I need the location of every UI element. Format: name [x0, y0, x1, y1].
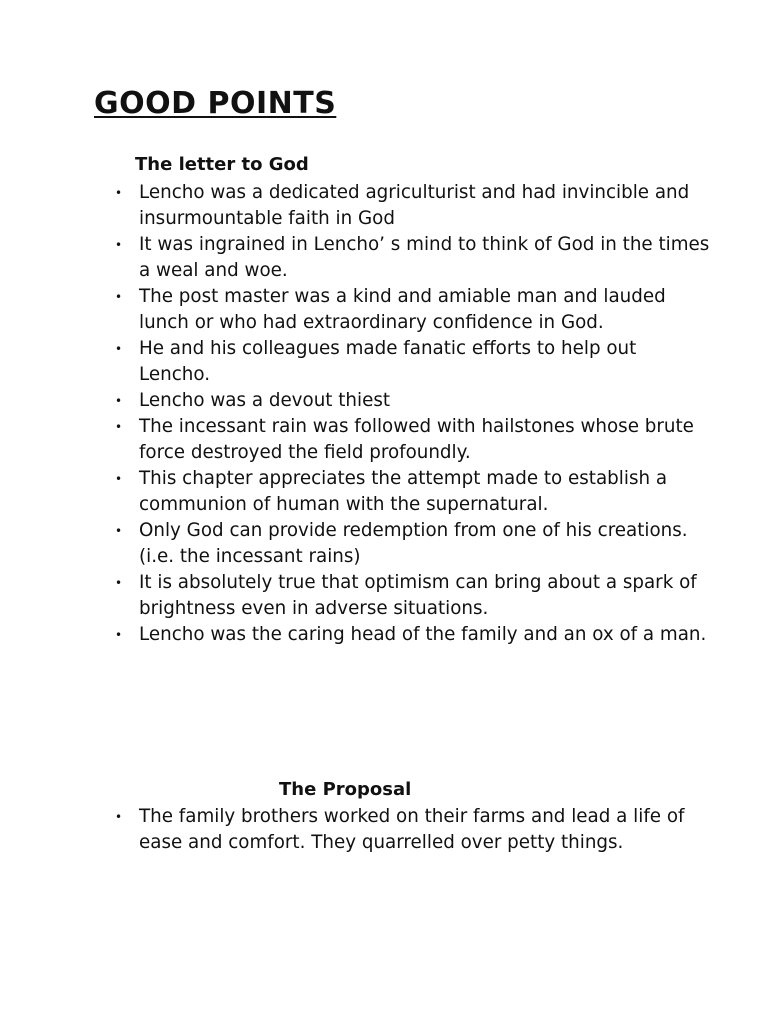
list-item-text: The incessant rain was followed with hailstones whose brute force destroyed the field profoundly.	[139, 416, 694, 463]
bullet-icon: •	[115, 628, 123, 642]
list-item-text: Lencho was a devout thiest	[139, 390, 391, 411]
list-item	[110, 232, 710, 284]
bullet-icon: •	[115, 394, 123, 408]
list-item-text: The post master was a kind and amiable man and lauded lunch or who had extraordinary confidence in God.	[139, 286, 666, 333]
list-item-text: Only God can provide redemption from one of his creations.(i.e. the incessant rains)	[139, 520, 688, 567]
list-item	[110, 622, 710, 648]
bullet-icon: •	[115, 186, 123, 200]
bullet-icon: •	[115, 576, 123, 590]
list-item	[110, 804, 710, 856]
list-item	[110, 336, 710, 388]
list-item	[110, 466, 710, 518]
list-item	[110, 180, 710, 232]
bullet-icon: •	[115, 420, 123, 434]
list-item	[110, 284, 710, 336]
bullet-icon: •	[115, 238, 123, 252]
list-item-text: This chapter appreciates the attempt made to establish a communion of human with the supernatural.	[139, 468, 668, 515]
list-item	[110, 388, 710, 414]
list-item	[110, 518, 710, 570]
list-item	[110, 570, 710, 622]
list-item-text: Lencho was the caring head of the family and an ox of a man.	[139, 624, 707, 645]
bullet-list-letter-to-god	[110, 180, 710, 648]
list-item-text: Lencho was a dedicated agriculturist and had invincible and insurmountable faith in God	[139, 182, 690, 229]
list-item-text: It was ingrained in Lencho’ s mind to think of God in the times a weal and woe.	[139, 234, 710, 281]
bullet-icon: •	[115, 472, 123, 486]
list-item	[110, 414, 710, 466]
page-title: GOOD POINTS	[94, 86, 337, 121]
bullet-icon: •	[115, 342, 123, 356]
list-item-text: He and his colleagues made fanatic efforts to help out Lencho.	[139, 338, 637, 385]
section-heading-letter-to-god: The letter to God	[135, 154, 309, 175]
list-item-text: The family brothers worked on their farms and lead a life of ease and comfort. They quarrelled over petty things.	[139, 806, 685, 853]
bullet-list-the-proposal	[110, 804, 710, 856]
bullet-icon: •	[115, 810, 123, 824]
bullet-icon: •	[115, 524, 123, 538]
list-item-text: It is absolutely true that optimism can bring about a spark of brightness even in adverse situations.	[139, 572, 697, 619]
bullet-icon: •	[115, 290, 123, 304]
section-heading-the-proposal: The Proposal	[279, 779, 412, 800]
